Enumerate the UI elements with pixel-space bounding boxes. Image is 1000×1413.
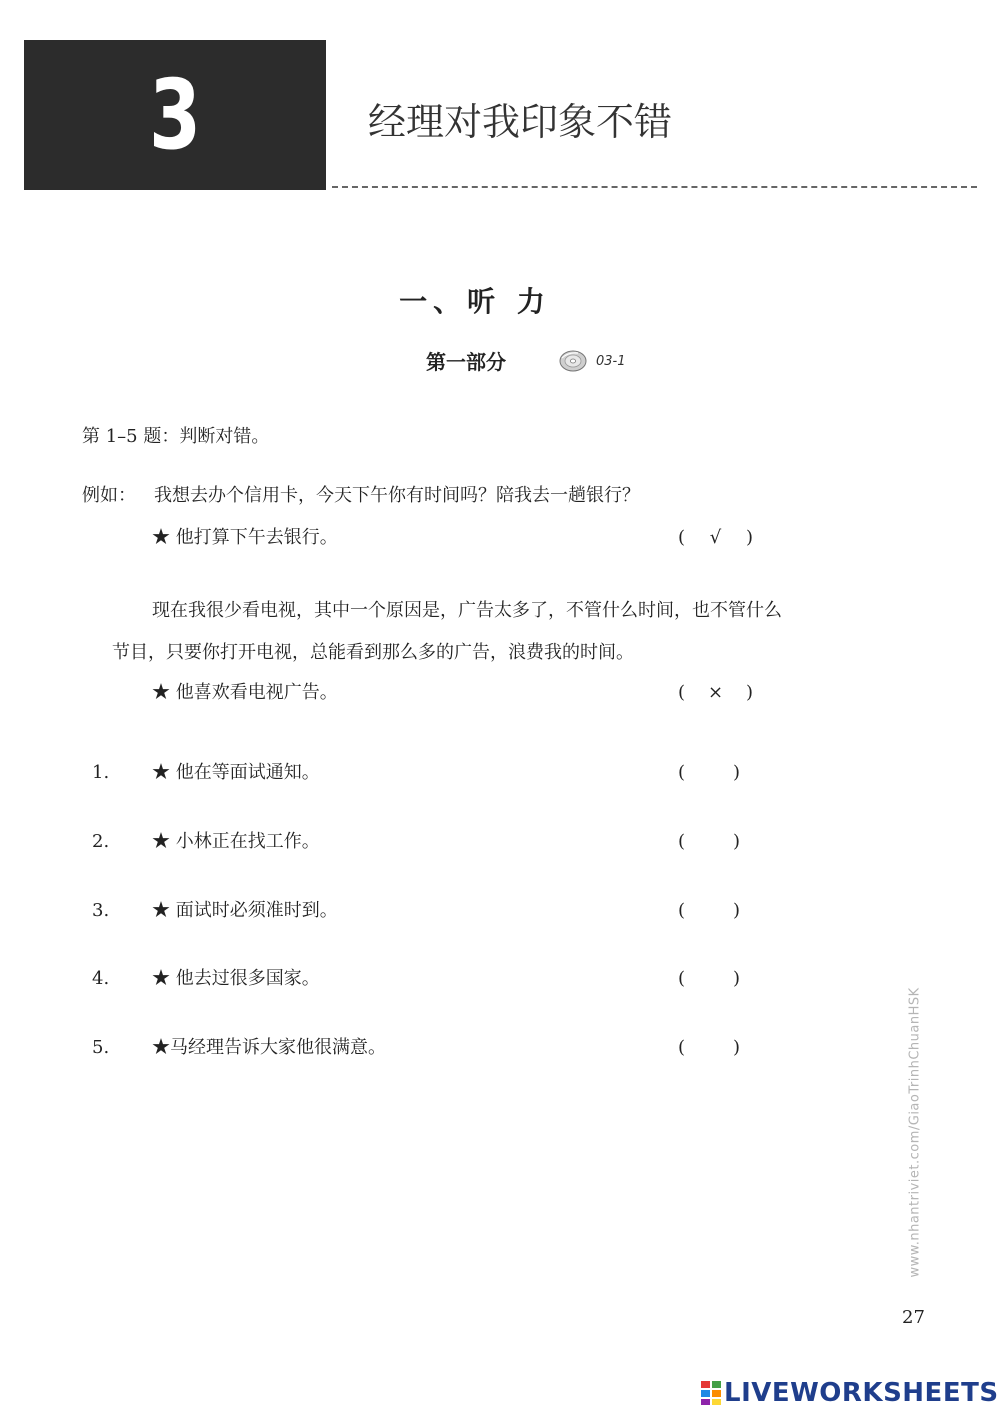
brand-text: LIVEWORKSHEETS bbox=[724, 1378, 999, 1408]
paren-close: ) bbox=[745, 527, 753, 548]
answer-check: √ bbox=[709, 527, 722, 548]
paren-close: ) bbox=[732, 968, 740, 989]
liveworksheets-brand[interactable] bbox=[700, 1377, 999, 1409]
paren-close: ) bbox=[732, 762, 740, 783]
liveworksheets-logo-icon bbox=[700, 1380, 722, 1406]
passage-statement: ★ 他喜欢看电视广告。 bbox=[152, 682, 338, 703]
example-text: 我想去办个信用卡，今天下午你有时间吗？陪我去一趟银行？ bbox=[154, 485, 640, 506]
header-divider bbox=[332, 186, 977, 188]
answer-blank[interactable] bbox=[678, 829, 740, 855]
instruction-text: 第 1–5 题：判断对错。 bbox=[82, 426, 270, 447]
example-answer bbox=[678, 525, 753, 551]
paren-open: ( bbox=[678, 900, 686, 921]
paren-close: ) bbox=[745, 682, 753, 703]
answer-blank[interactable] bbox=[678, 1035, 740, 1061]
paren-open: ( bbox=[678, 968, 686, 989]
paren-open: ( bbox=[678, 1037, 686, 1058]
example-label: 例如： bbox=[82, 485, 136, 506]
question-number: 3. bbox=[92, 900, 110, 921]
paren-open: ( bbox=[678, 831, 686, 852]
passage-answer bbox=[678, 680, 753, 706]
question-number: 4. bbox=[92, 968, 110, 989]
lesson-number: 3 bbox=[148, 59, 202, 171]
paren-close: ) bbox=[732, 1037, 740, 1058]
question-statement: ★马经理告诉大家他很满意。 bbox=[152, 1037, 386, 1058]
paren-open: ( bbox=[678, 682, 686, 703]
audio-track-label: 03-1 bbox=[596, 354, 626, 369]
answer-blank[interactable] bbox=[678, 966, 740, 992]
paren-close: ) bbox=[732, 831, 740, 852]
cd-icon[interactable] bbox=[558, 349, 588, 373]
passage-line: 节目，只要你打开电视，总能看到那么多的广告，浪费我的时间。 bbox=[112, 642, 634, 663]
question-statement: ★ 小林正在找工作。 bbox=[152, 831, 320, 852]
page-number: 27 bbox=[902, 1307, 925, 1328]
question-statement: ★ 他在等面试通知。 bbox=[152, 762, 320, 783]
source-watermark: www.nhantriviet.com/GiaoTrinhChuanHSK bbox=[907, 987, 923, 1278]
lesson-title: 经理对我印象不错 bbox=[368, 100, 673, 144]
paren-close: ) bbox=[732, 900, 740, 921]
question-number: 1. bbox=[92, 762, 110, 783]
paren-open: ( bbox=[678, 762, 686, 783]
lesson-number-box bbox=[24, 40, 326, 190]
question-number: 5. bbox=[92, 1037, 110, 1058]
paren-open: ( bbox=[678, 527, 686, 548]
question-statement: ★ 面试时必须准时到。 bbox=[152, 900, 338, 921]
answer-blank[interactable] bbox=[678, 898, 740, 924]
answer-blank[interactable] bbox=[678, 760, 740, 786]
section-heading: 一、听 力 bbox=[399, 285, 551, 318]
example-statement: ★ 他打算下午去银行。 bbox=[152, 527, 338, 548]
part-heading: 第一部分 bbox=[426, 350, 506, 374]
question-statement: ★ 他去过很多国家。 bbox=[152, 968, 320, 989]
answer-cross: × bbox=[707, 682, 724, 703]
question-number: 2. bbox=[92, 831, 110, 852]
passage-line: 现在我很少看电视，其中一个原因是，广告太多了，不管什么时间，也不管什么 bbox=[152, 600, 782, 621]
